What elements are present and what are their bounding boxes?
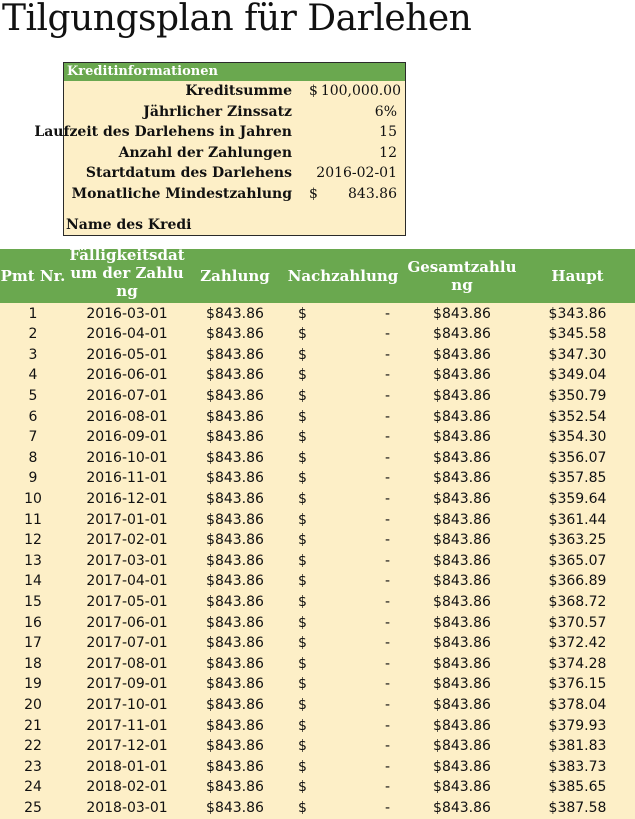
- payment-cell[interactable]: $843.86: [206, 387, 264, 404]
- due-date-cell[interactable]: 2018-01-01: [86, 758, 168, 775]
- total-payment-cell[interactable]: $843.86: [433, 655, 491, 672]
- due-date-cell[interactable]: 2017-07-01: [86, 635, 168, 652]
- extra-currency-cell[interactable]: $: [298, 655, 307, 672]
- pmt-nr-cell[interactable]: 17: [24, 635, 42, 652]
- extra-payment-cell[interactable]: -: [384, 367, 390, 384]
- table-row: [0, 489, 635, 510]
- pmt-nr-cell[interactable]: 6: [28, 408, 38, 425]
- extra-currency-cell[interactable]: $: [298, 367, 307, 384]
- extra-payment-cell[interactable]: -: [384, 305, 390, 322]
- due-date-cell[interactable]: 2017-09-01: [86, 676, 168, 693]
- extra-currency-cell[interactable]: $: [298, 429, 307, 446]
- table-row: [0, 798, 635, 819]
- col-header-extra-payment[interactable]: Nachzahlung: [287, 267, 399, 285]
- principal-cell[interactable]: $361.44: [548, 511, 607, 528]
- pmt-nr-cell[interactable]: 5: [28, 387, 38, 404]
- table-row: [0, 674, 635, 695]
- payment-cell[interactable]: $843.86: [206, 408, 264, 425]
- pmt-nr-cell[interactable]: 22: [24, 738, 42, 755]
- extra-currency-cell[interactable]: $: [298, 573, 307, 590]
- extra-currency-cell[interactable]: $: [298, 387, 307, 404]
- table-row: [0, 695, 635, 716]
- col-header-payment[interactable]: Zahlung: [200, 267, 270, 285]
- table-row: [0, 716, 635, 737]
- extra-currency-cell[interactable]: $: [298, 635, 307, 652]
- table-row: [0, 324, 635, 345]
- col-header-pmt-nr[interactable]: Pmt Nr.: [0, 267, 66, 285]
- col-header-total-payment[interactable]: [404, 249, 520, 303]
- principal-cell[interactable]: $357.85: [548, 470, 607, 487]
- due-date-cell[interactable]: 2018-03-01: [86, 799, 168, 816]
- loan-info-panel: [34, 62, 406, 236]
- due-date-cell[interactable]: 2017-03-01: [86, 552, 168, 569]
- table-row: [0, 757, 635, 778]
- pmt-nr-cell[interactable]: 18: [24, 655, 42, 672]
- payment-cell[interactable]: $843.86: [206, 779, 264, 796]
- table-row: [0, 592, 635, 613]
- payment-cell[interactable]: $843.86: [206, 676, 264, 693]
- principal-cell[interactable]: $363.25: [548, 532, 607, 549]
- col-header-due-date-text: Fälligkeitsdatum der Zahlung: [69, 246, 185, 300]
- principal-cell[interactable]: $347.30: [548, 346, 607, 363]
- principal-cell[interactable]: $343.86: [548, 305, 607, 322]
- payment-cell[interactable]: $843.86: [206, 449, 264, 466]
- principal-cell[interactable]: $359.64: [548, 490, 607, 507]
- extra-payment-cell[interactable]: -: [384, 573, 390, 590]
- total-payment-cell[interactable]: $843.86: [433, 676, 491, 693]
- principal-cell[interactable]: $385.65: [548, 779, 607, 796]
- principal-cell[interactable]: $349.04: [548, 367, 607, 384]
- payment-cell[interactable]: $843.86: [206, 532, 264, 549]
- total-payment-cell[interactable]: $843.86: [433, 717, 491, 734]
- extra-payment-cell[interactable]: -: [384, 696, 390, 713]
- extra-payment-cell[interactable]: -: [384, 326, 390, 343]
- payment-cell[interactable]: $843.86: [206, 573, 264, 590]
- extra-payment-cell[interactable]: -: [384, 758, 390, 775]
- extra-currency-cell[interactable]: $: [298, 758, 307, 775]
- total-payment-cell[interactable]: $843.86: [433, 490, 491, 507]
- payment-cell[interactable]: $843.86: [206, 593, 264, 610]
- payment-cell[interactable]: $843.86: [206, 367, 264, 384]
- principal-cell[interactable]: $370.57: [548, 614, 607, 631]
- due-date-cell[interactable]: 2016-05-01: [86, 346, 168, 363]
- extra-currency-cell[interactable]: $: [298, 717, 307, 734]
- extra-payment-cell[interactable]: -: [384, 552, 390, 569]
- table-row: [0, 654, 635, 675]
- extra-payment-cell[interactable]: -: [384, 779, 390, 796]
- pmt-nr-cell[interactable]: 12: [24, 532, 42, 549]
- total-payment-cell[interactable]: $843.86: [433, 758, 491, 775]
- due-date-cell[interactable]: 2017-04-01: [86, 573, 168, 590]
- due-date-cell[interactable]: 2016-03-01: [86, 305, 168, 322]
- due-date-cell[interactable]: 2016-06-01: [86, 367, 168, 384]
- payment-cell[interactable]: $843.86: [206, 470, 264, 487]
- page-title: Tilgungsplan für Darlehen: [2, 0, 472, 39]
- min-payment-currency: $: [309, 186, 318, 202]
- extra-payment-cell[interactable]: -: [384, 799, 390, 816]
- extra-payment-cell[interactable]: -: [384, 470, 390, 487]
- table-row: [0, 633, 635, 654]
- interest-rate-input[interactable]: 6%: [374, 104, 397, 120]
- pmt-nr-cell[interactable]: 23: [24, 758, 42, 775]
- table-row: [0, 386, 635, 407]
- extra-payment-cell[interactable]: -: [384, 676, 390, 693]
- pmt-nr-cell[interactable]: 21: [24, 717, 42, 734]
- extra-currency-cell[interactable]: $: [298, 676, 307, 693]
- principal-cell[interactable]: $387.58: [548, 799, 607, 816]
- loan-amount-label: Kreditsumme: [185, 83, 292, 99]
- extra-currency-cell[interactable]: $: [298, 696, 307, 713]
- schedule-header-row: [0, 246, 635, 303]
- principal-cell[interactable]: $368.72: [548, 593, 607, 610]
- pmt-nr-cell[interactable]: 1: [28, 305, 38, 322]
- table-row: [0, 736, 635, 757]
- extra-currency-cell[interactable]: $: [298, 593, 307, 610]
- table-row: [0, 407, 635, 428]
- extra-currency-cell[interactable]: $: [298, 408, 307, 425]
- payment-cell[interactable]: $843.86: [206, 635, 264, 652]
- loan-amount-row: [64, 83, 407, 104]
- pmt-nr-cell[interactable]: 24: [24, 779, 42, 796]
- pmt-nr-cell[interactable]: 8: [28, 449, 38, 466]
- payments-row: [64, 145, 407, 166]
- pmt-nr-cell[interactable]: 9: [28, 470, 38, 487]
- extra-payment-cell[interactable]: -: [384, 511, 390, 528]
- total-payment-cell[interactable]: $843.86: [433, 799, 491, 816]
- extra-currency-cell[interactable]: $: [298, 326, 307, 343]
- due-date-cell[interactable]: 2017-10-01: [86, 696, 168, 713]
- principal-cell[interactable]: $350.79: [548, 387, 607, 404]
- min-payment-label: Monatliche Mindestzahlung: [71, 186, 292, 202]
- extra-payment-cell[interactable]: -: [384, 408, 390, 425]
- total-payment-cell[interactable]: $843.86: [433, 738, 491, 755]
- due-date-cell[interactable]: 2017-06-01: [86, 614, 168, 631]
- start-date-row: [64, 165, 407, 186]
- total-payment-cell[interactable]: $843.86: [433, 408, 491, 425]
- principal-cell[interactable]: $376.15: [548, 676, 607, 693]
- payment-cell[interactable]: $843.86: [206, 511, 264, 528]
- principal-cell[interactable]: $354.30: [548, 429, 607, 446]
- due-date-cell[interactable]: 2016-08-01: [86, 408, 168, 425]
- extra-currency-cell[interactable]: $: [298, 305, 307, 322]
- term-label: Laufzeit des Darlehens in Jahren: [34, 124, 292, 140]
- due-date-cell[interactable]: 2017-12-01: [86, 738, 168, 755]
- term-input[interactable]: 15: [379, 124, 397, 140]
- principal-cell[interactable]: $356.07: [548, 449, 607, 466]
- total-payment-cell[interactable]: $843.86: [433, 552, 491, 569]
- extra-currency-cell[interactable]: $: [298, 346, 307, 363]
- extra-payment-cell[interactable]: -: [384, 387, 390, 404]
- pmt-nr-cell[interactable]: 13: [24, 552, 42, 569]
- extra-currency-cell[interactable]: $: [298, 470, 307, 487]
- total-payment-cell[interactable]: $843.86: [433, 635, 491, 652]
- col-header-due-date[interactable]: [66, 246, 188, 303]
- total-payment-cell[interactable]: $843.86: [433, 532, 491, 549]
- principal-cell[interactable]: $379.93: [548, 717, 607, 734]
- extra-payment-cell[interactable]: -: [384, 635, 390, 652]
- principal-cell[interactable]: $352.54: [548, 408, 607, 425]
- min-payment-row: [64, 186, 407, 207]
- payment-cell[interactable]: $843.86: [206, 552, 264, 569]
- pmt-nr-cell[interactable]: 15: [24, 593, 42, 610]
- payment-cell[interactable]: $843.86: [206, 326, 264, 343]
- table-row: [0, 304, 635, 325]
- lender-name-label: Name des Kredi: [66, 217, 192, 233]
- min-payment-value: 843.86: [348, 186, 397, 202]
- extra-currency-cell[interactable]: $: [298, 738, 307, 755]
- extra-payment-cell[interactable]: -: [384, 429, 390, 446]
- total-payment-cell[interactable]: $843.86: [433, 346, 491, 363]
- principal-cell[interactable]: $374.28: [548, 655, 607, 672]
- table-row: [0, 345, 635, 366]
- table-row: [0, 551, 635, 572]
- pmt-nr-cell[interactable]: 25: [24, 799, 42, 816]
- extra-currency-cell[interactable]: $: [298, 799, 307, 816]
- table-row: [0, 571, 635, 592]
- extra-currency-cell[interactable]: $: [298, 532, 307, 549]
- table-row: [0, 427, 635, 448]
- extra-payment-cell[interactable]: -: [384, 532, 390, 549]
- table-row: [0, 777, 635, 798]
- extra-currency-cell[interactable]: $: [298, 779, 307, 796]
- payment-cell[interactable]: $843.86: [206, 758, 264, 775]
- payments-input[interactable]: 12: [379, 145, 397, 161]
- extra-payment-cell[interactable]: -: [384, 717, 390, 734]
- due-date-cell[interactable]: 2016-12-01: [86, 490, 168, 507]
- payment-cell[interactable]: $843.86: [206, 799, 264, 816]
- extra-payment-cell[interactable]: -: [384, 346, 390, 363]
- loan-info-header: Kreditinformationen: [64, 63, 405, 81]
- payment-cell[interactable]: $843.86: [206, 696, 264, 713]
- payment-cell[interactable]: $843.86: [206, 429, 264, 446]
- payment-cell[interactable]: $843.86: [206, 738, 264, 755]
- extra-payment-cell[interactable]: -: [384, 449, 390, 466]
- due-date-cell[interactable]: 2016-09-01: [86, 429, 168, 446]
- extra-payment-cell[interactable]: -: [384, 655, 390, 672]
- payment-cell[interactable]: $843.86: [206, 655, 264, 672]
- payment-cell[interactable]: $843.86: [206, 305, 264, 322]
- extra-payment-cell[interactable]: -: [384, 614, 390, 631]
- total-payment-cell[interactable]: $843.86: [433, 305, 491, 322]
- pmt-nr-cell[interactable]: 20: [24, 696, 42, 713]
- due-date-cell[interactable]: 2017-01-01: [86, 511, 168, 528]
- total-payment-cell[interactable]: $843.86: [433, 387, 491, 404]
- payment-cell[interactable]: $843.86: [206, 490, 264, 507]
- term-row: [34, 124, 407, 145]
- pmt-nr-cell[interactable]: 19: [24, 676, 42, 693]
- payment-cell[interactable]: $843.86: [206, 614, 264, 631]
- principal-cell[interactable]: $378.04: [548, 696, 607, 713]
- extra-payment-cell[interactable]: -: [384, 738, 390, 755]
- start-date-label: Startdatum des Darlehens: [85, 165, 292, 181]
- table-row: [0, 510, 635, 531]
- total-payment-cell[interactable]: $843.86: [433, 470, 491, 487]
- principal-cell[interactable]: $366.89: [548, 573, 607, 590]
- payments-label: Anzahl der Zahlungen: [118, 145, 292, 161]
- total-payment-cell[interactable]: $843.86: [433, 573, 491, 590]
- due-date-cell[interactable]: 2016-10-01: [86, 449, 168, 466]
- due-date-cell[interactable]: 2016-07-01: [86, 387, 168, 404]
- pmt-nr-cell[interactable]: 11: [24, 511, 42, 528]
- payment-cell[interactable]: $843.86: [206, 346, 264, 363]
- due-date-cell[interactable]: 2017-02-01: [86, 532, 168, 549]
- due-date-cell[interactable]: 2016-04-01: [86, 326, 168, 343]
- col-header-principal[interactable]: Haupt: [551, 267, 604, 285]
- total-payment-cell[interactable]: $843.86: [433, 779, 491, 796]
- principal-cell[interactable]: $372.42: [548, 635, 607, 652]
- extra-currency-cell[interactable]: $: [298, 490, 307, 507]
- loan-amount-currency: $: [309, 83, 318, 99]
- due-date-cell[interactable]: 2016-11-01: [86, 470, 168, 487]
- pmt-nr-cell[interactable]: 16: [24, 614, 42, 631]
- total-payment-cell[interactable]: $843.86: [433, 614, 491, 631]
- extra-currency-cell[interactable]: $: [298, 552, 307, 569]
- pmt-nr-cell[interactable]: 10: [24, 490, 42, 507]
- lender-name-input[interactable]: [176, 213, 401, 233]
- due-date-cell[interactable]: 2017-05-01: [86, 593, 168, 610]
- pmt-nr-cell[interactable]: 7: [28, 429, 38, 446]
- table-row: [0, 448, 635, 469]
- total-payment-cell[interactable]: $843.86: [433, 429, 491, 446]
- pmt-nr-cell[interactable]: 14: [24, 573, 42, 590]
- pmt-nr-cell[interactable]: 4: [28, 367, 38, 384]
- total-payment-cell[interactable]: $843.86: [433, 593, 491, 610]
- table-row: [0, 365, 635, 386]
- extra-payment-cell[interactable]: -: [384, 490, 390, 507]
- payment-cell[interactable]: $843.86: [206, 717, 264, 734]
- principal-cell[interactable]: $365.07: [548, 552, 607, 569]
- due-date-cell[interactable]: 2017-08-01: [86, 655, 168, 672]
- interest-rate-label: Jährlicher Zinssatz: [143, 104, 292, 120]
- table-row: [0, 530, 635, 551]
- total-payment-cell[interactable]: $843.86: [433, 367, 491, 384]
- total-payment-cell[interactable]: $843.86: [433, 326, 491, 343]
- extra-currency-cell[interactable]: $: [298, 511, 307, 528]
- pmt-nr-cell[interactable]: 3: [28, 346, 38, 363]
- table-row: [0, 613, 635, 634]
- start-date-input[interactable]: 2016-02-01: [316, 165, 397, 181]
- col-header-total-payment-text: Gesamtzahlung: [407, 258, 517, 294]
- due-date-cell[interactable]: 2017-11-01: [86, 717, 168, 734]
- extra-payment-cell[interactable]: -: [384, 593, 390, 610]
- schedule-table-body: [0, 303, 635, 819]
- table-row: [0, 468, 635, 489]
- total-payment-cell[interactable]: $843.86: [433, 449, 491, 466]
- extra-currency-cell[interactable]: $: [298, 614, 307, 631]
- extra-currency-cell[interactable]: $: [298, 449, 307, 466]
- interest-rate-row: [64, 104, 407, 125]
- pmt-nr-cell[interactable]: 2: [28, 326, 38, 343]
- principal-cell[interactable]: $383.73: [548, 758, 607, 775]
- due-date-cell[interactable]: 2018-02-01: [86, 779, 168, 796]
- total-payment-cell[interactable]: $843.86: [433, 696, 491, 713]
- total-payment-cell[interactable]: $843.86: [433, 511, 491, 528]
- principal-cell[interactable]: $345.58: [548, 326, 607, 343]
- loan-amount-input[interactable]: 100,000.00: [320, 83, 401, 99]
- principal-cell[interactable]: $381.83: [548, 738, 607, 755]
